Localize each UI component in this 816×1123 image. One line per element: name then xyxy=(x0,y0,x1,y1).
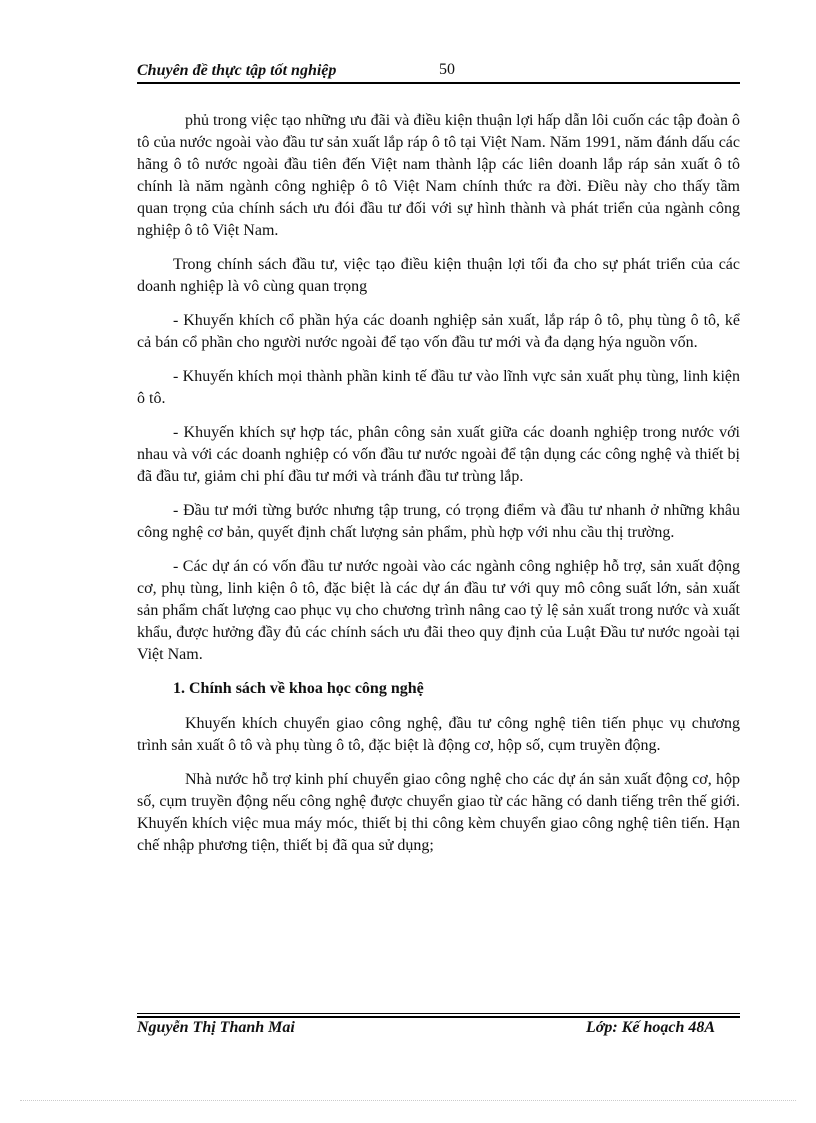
page-edge-dotted-line xyxy=(20,1100,796,1101)
bullet-paragraph: - Khuyến khích cổ phần hýa các doanh nghiệp sản xuất, lắp ráp ô tô, phụ tùng ô tô, kể cả bán cổ phần cho người nước ngoài để tạo vốn đầu tư mới và đa dạng hýa nguồn vốn. xyxy=(137,312,740,351)
bullet-paragraph: - Đầu tư mới từng bước nhưng tập trung, có trọng điểm và đầu tư nhanh ở những khâu công nghệ cơ bản, quyết định chất lượng sản phẩm, phù hợp với nhu cầu thị trường. xyxy=(137,502,740,541)
author-name: Nguyễn Thị Thanh Mai xyxy=(137,1019,295,1036)
document-body xyxy=(137,110,740,869)
bullet-paragraph: - Khuyến khích mọi thành phần kinh tế đầu tư vào lĩnh vực sản xuất phụ tùng, linh kiện ô tô. xyxy=(137,368,740,407)
paragraph: phủ trong việc tạo những ưu đãi và điều kiện thuận lợi hấp dẫn lôi cuốn các tập đoàn ô tô của nước ngoài vào đầu tư sản xuất lắp ráp ô tô tại Việt Nam. Năm 1991, năm đánh dấu các hãng ô tô nước ngoài đầu tiên đến Việt nam thành lập các liên doanh lắp ráp sản xuất ô tô chính là năm ngành công nghiệp ô tô Việt Nam chính thức ra đời. Điều này cho thấy tầm quan trọng của chính sách ưu đói đầu tư đối với sự hình thành và phát triển của ngành công nghiệp ô tô Việt Nam. xyxy=(137,112,740,239)
page-number: 50 xyxy=(439,61,455,78)
header-rule xyxy=(137,82,740,84)
page-header xyxy=(137,58,740,84)
paragraph: Trong chính sách đầu tư, việc tạo điều kiện thuận lợi tối đa cho sự phát triển của các doanh nghiệp là vô cùng quan trọng xyxy=(137,256,740,295)
footer-rule xyxy=(137,1013,740,1014)
class-label: Lớp: Kế hoạch 48A xyxy=(586,1019,716,1036)
document-title: Chuyên đề thực tập tốt nghiệp xyxy=(137,62,337,79)
footer-rule xyxy=(137,1016,740,1018)
paragraph: Khuyến khích chuyển giao công nghệ, đầu tư công nghệ tiên tiến phục vụ chương trình sản xuất ô tô và phụ tùng ô tô, đặc biệt là động cơ, hộp số, cụm truyền động. xyxy=(137,715,740,754)
bullet-paragraph: - Các dự án có vốn đầu tư nước ngoài vào các ngành công nghiệp hỗ trợ, sản xuất động cơ, phụ tùng, linh kiện ô tô, đặc biệt là các dự án đầu tư với quy mô công suất lớn, sản xuất sản phẩm chất lượng cao phục vụ cho chương trình nâng cao tỷ lệ sản xuất trong nước và xuất khẩu, được hưởng đầy đủ các chính sách ưu đãi theo quy định của Luật Đầu tư nước ngoài tại Việt Nam. xyxy=(137,558,740,663)
bullet-paragraph: - Khuyến khích sự hợp tác, phân công sản xuất giữa các doanh nghiệp trong nước với nhau và với các doanh nghiệp có vốn đầu tư nước ngoài để tận dụng các công nghệ và thiết bị đã đầu tư, giảm chi phí đầu tư mới và tránh đầu tư trùng lắp. xyxy=(137,424,740,485)
paragraph: Nhà nước hỗ trợ kinh phí chuyển giao công nghệ cho các dự án sản xuất động cơ, hộp số, cụm truyền động nếu công nghệ được chuyển giao từ các hãng có danh tiếng trên thế giới. Khuyến khích việc mua máy móc, thiết bị thi công kèm chuyển giao công nghệ tiên tiến. Hạn chế nhập phương tiện, thiết bị đã qua sử dụng; xyxy=(137,771,740,854)
section-heading: 1. Chính sách về khoa học công nghệ xyxy=(173,680,424,697)
